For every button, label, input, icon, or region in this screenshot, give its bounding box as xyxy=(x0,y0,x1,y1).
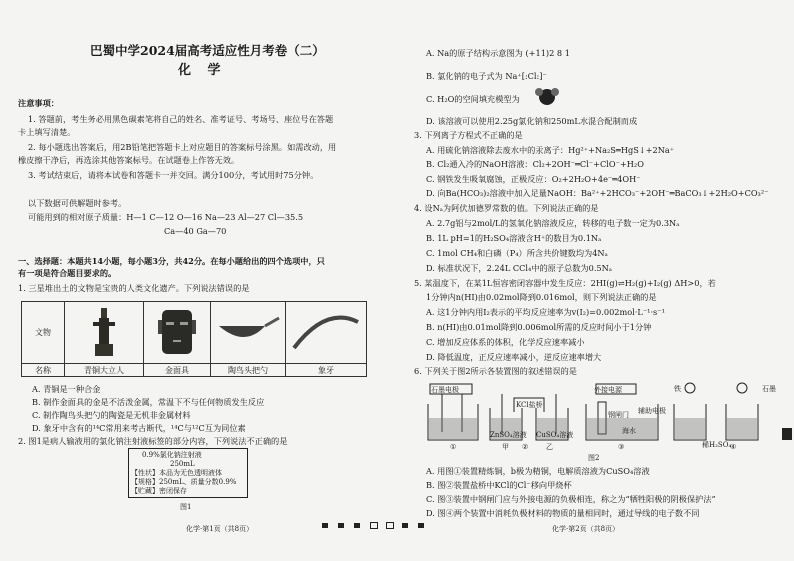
option-c: C. H₂O的空间填充模型为 xyxy=(426,94,520,104)
figure-caption: 图1 xyxy=(180,503,192,511)
notice-line: 3. 考试结束后，请将本试卷和答题卡一并交回。满分100分，考试用时75分钟。 xyxy=(28,170,319,180)
figure-number: ④ xyxy=(730,443,737,451)
option-b: B. n(HI)由0.01mol降到0.006mol所需的反应时间小于1分钟 xyxy=(426,322,652,332)
notice-line: 1. 答题前，考生务必用黑色碳素笔将自己的姓名、准考证号、考场号、座位号在答题 xyxy=(28,114,334,124)
notice-line: 2. 每小题选出答案后，用2B铅笔把答题卡上对应题目的答案标号涂黑。如需改动，用 xyxy=(28,142,337,152)
option-a: A. Na的原子结构示意图为 (+11)2 8 1 xyxy=(426,48,570,58)
option-d: D. 该溶液可以使用2.25g氯化钠和250mL水混合配制而成 xyxy=(426,116,638,126)
label-line: 【性状】本品为无色透明液体 xyxy=(131,469,222,477)
label-line: 250mL xyxy=(170,460,195,468)
question-5: 5. 某温度下，在某1L恒容密闭容器中发生反应：2HI(g)⇌H₂(g)+I₂(g) ΔH>0，若 xyxy=(414,278,716,288)
page-footer: 化学·第2页（共8页） xyxy=(552,525,620,533)
question-3: 3. 下列离子方程式不正确的是 xyxy=(414,130,523,140)
subject-title: 化 学 xyxy=(178,63,227,78)
atomic-masses: 可能用到的相对原子质量：H—1 C—12 O—16 Na—23 Al—27 Cl—35.5 xyxy=(28,212,304,222)
question-5-cont: 1分钟内n(HI)由0.02mol降到0.016mol，则下列说法正确的是 xyxy=(426,292,657,302)
question-2: 2. 图1是病人输液用的氯化钠注射液标签的部分内容，下列说法不正确的是 xyxy=(18,436,288,446)
water-model-image xyxy=(534,86,560,106)
figure-label: 外接电源 xyxy=(594,386,622,394)
registration-mark xyxy=(322,523,328,528)
label-line: 0.9%氯化钠注射液 xyxy=(142,451,202,459)
option-c: C. 增加反应体系的体积，化学反应速率减小 xyxy=(426,337,585,347)
bronze-figure-image xyxy=(65,302,144,364)
figure-label: 海水 xyxy=(622,427,636,435)
section-heading: 一、选择题：本题共14小题，每小题3分，共42分。在每小题给出的四个选项中，只 xyxy=(18,256,325,266)
figure-label: KCl盐桥 xyxy=(516,401,543,409)
exam-title: 巴蜀中学2024届高考适应性月考卷（二） xyxy=(90,43,325,58)
table-row-label: 名称 xyxy=(22,364,65,377)
option-d: D. 象牙中含有的¹⁴C常用来考古断代，¹⁴C与¹²C互为同位素 xyxy=(32,423,246,433)
option-c: C. 钢铁发生吸氧腐蚀，正极反应：O₂+2H₂O+4e⁻═4OH⁻ xyxy=(426,174,641,184)
artifact-name: 象牙 xyxy=(286,364,367,377)
option-b: B. 氯化钠的电子式为 Na⁺[:Cl:]⁻ xyxy=(426,71,547,81)
notice-line: 卡上填写清楚。 xyxy=(18,127,76,137)
registration-mark xyxy=(354,523,360,528)
option-a: A. 2.7g铝与2mol/L的氢氧化钠溶液反应，转移的电子数一定为0.3Nₐ xyxy=(426,218,680,228)
option-d: D. 标准状况下，2.24L CCl₄中的原子总数为0.5Nₐ xyxy=(426,263,612,273)
figure-label: ZnSO₄溶液 xyxy=(490,431,527,439)
option-a: A. 用图①装置精炼铜，b极为精铜，电解质溶液为CuSO₄溶液 xyxy=(426,466,650,476)
artifact-name: 金面具 xyxy=(144,364,211,377)
option-d: D. 向Ba(HCO₃)₂溶液中加入足量NaOH：Ba²⁺+2HCO₃⁻+2OH⁻═BaCO₃↓+2H₂O+CO₃²⁻ xyxy=(426,188,769,198)
option-d: D. 降低温度，正反应速率减小，逆反应速率增大 xyxy=(426,352,602,362)
binding-tab-mark xyxy=(782,428,792,440)
option-b: B. 1L pH=1的H₂SO₄溶液含H⁺的数目为0.1Nₐ xyxy=(426,233,602,243)
gold-mask-image xyxy=(144,302,211,364)
notice-heading: 注意事项： xyxy=(18,98,59,108)
artifact-table xyxy=(21,301,367,377)
section-heading-2: 有一项是符合题目要求的。 xyxy=(18,268,117,278)
figure-caption: 图2 xyxy=(588,454,600,462)
registration-mark xyxy=(418,523,424,528)
page-footer: 化学·第1页（共8页） xyxy=(186,525,254,533)
pottery-ladle-image xyxy=(211,302,286,364)
artifact-name: 青铜大立人 xyxy=(65,364,144,377)
figure-label: 石墨 xyxy=(762,385,776,393)
option-c: C. 图③装置中钢闸门应与外接电源的负极相连，称之为“牺牲阳极的阴极保护法” xyxy=(426,494,716,504)
table-row-label: 文物 xyxy=(22,302,65,364)
label-line: 【贮藏】密闭保存 xyxy=(131,487,187,495)
option-d: D. 图④两个装置中消耗负极材料的物质的量相同时，通过导线的电子数不同 xyxy=(426,508,700,518)
artifact-name: 陶鸟头把勺 xyxy=(211,364,286,377)
question-1: 1. 三星堆出土的文物是宝贵的人类文化遗产。下列说法错误的是 xyxy=(18,283,250,293)
label-line: 【规格】250mL、质量分数0.9% xyxy=(131,478,237,486)
figure-label: 稀H₂SO₄ xyxy=(702,441,732,449)
option-c: C. 制作陶鸟头把勺的陶瓷是无机非金属材料 xyxy=(32,410,191,420)
question-4: 4. 设Nₐ为阿伏加德罗常数的值。下列说法正确的是 xyxy=(414,203,599,213)
figure-number: ① xyxy=(450,443,457,451)
ivory-image xyxy=(286,302,367,364)
figure-sub: 甲 xyxy=(502,443,509,451)
notice-line: 橡皮擦干净后，再选涂其他答案标号。在试题卷上作答无效。 xyxy=(18,155,240,165)
figure-label: 石墨电极 xyxy=(431,386,459,394)
atomic-masses-2: Ca—40 Ga—70 xyxy=(164,226,227,236)
figure-number: ② xyxy=(522,443,529,451)
registration-mark xyxy=(386,522,394,529)
figure-label: 辅助电极 xyxy=(638,407,666,415)
option-b: B. Cl₂通入冷的NaOH溶液：Cl₂+2OH⁻═Cl⁻+ClO⁻+H₂O xyxy=(426,159,644,169)
option-c: C. 1mol CH₄和白磷（P₄）所含共价键数均为4Nₐ xyxy=(426,248,608,258)
option-b: B. 图②装置盐桥中KCl的Cl⁻移向甲烧杯 xyxy=(426,480,572,490)
registration-mark xyxy=(370,522,378,529)
registration-mark xyxy=(402,523,408,528)
figure-label: 铁 xyxy=(674,385,681,393)
option-b: B. 制作金面具的金是不活泼金属，常温下不与任何物质发生反应 xyxy=(32,397,265,407)
figure-label: 钢闸门 xyxy=(608,411,629,419)
figure-sub: 乙 xyxy=(546,443,553,451)
question-6: 6. 下列关于图2所示各装置图的叙述错误的是 xyxy=(414,366,577,376)
figure-label: CuSO₄溶液 xyxy=(536,431,574,439)
reference-intro: 以下数据可供解题时参考。 xyxy=(28,198,127,208)
registration-mark xyxy=(338,523,344,528)
option-a: A. 用硫化钠溶液除去废水中的汞离子：Hg²⁺+Na₂S═HgS↓+2Na⁺ xyxy=(426,145,675,155)
figure-number: ③ xyxy=(618,443,625,451)
option-a: A. 青铜是一种合金 xyxy=(32,384,101,394)
option-a: A. 这1分钟内用I₂表示的平均反应速率为v(I₂)=0.002mol·L⁻¹·s⁻¹ xyxy=(426,307,665,317)
